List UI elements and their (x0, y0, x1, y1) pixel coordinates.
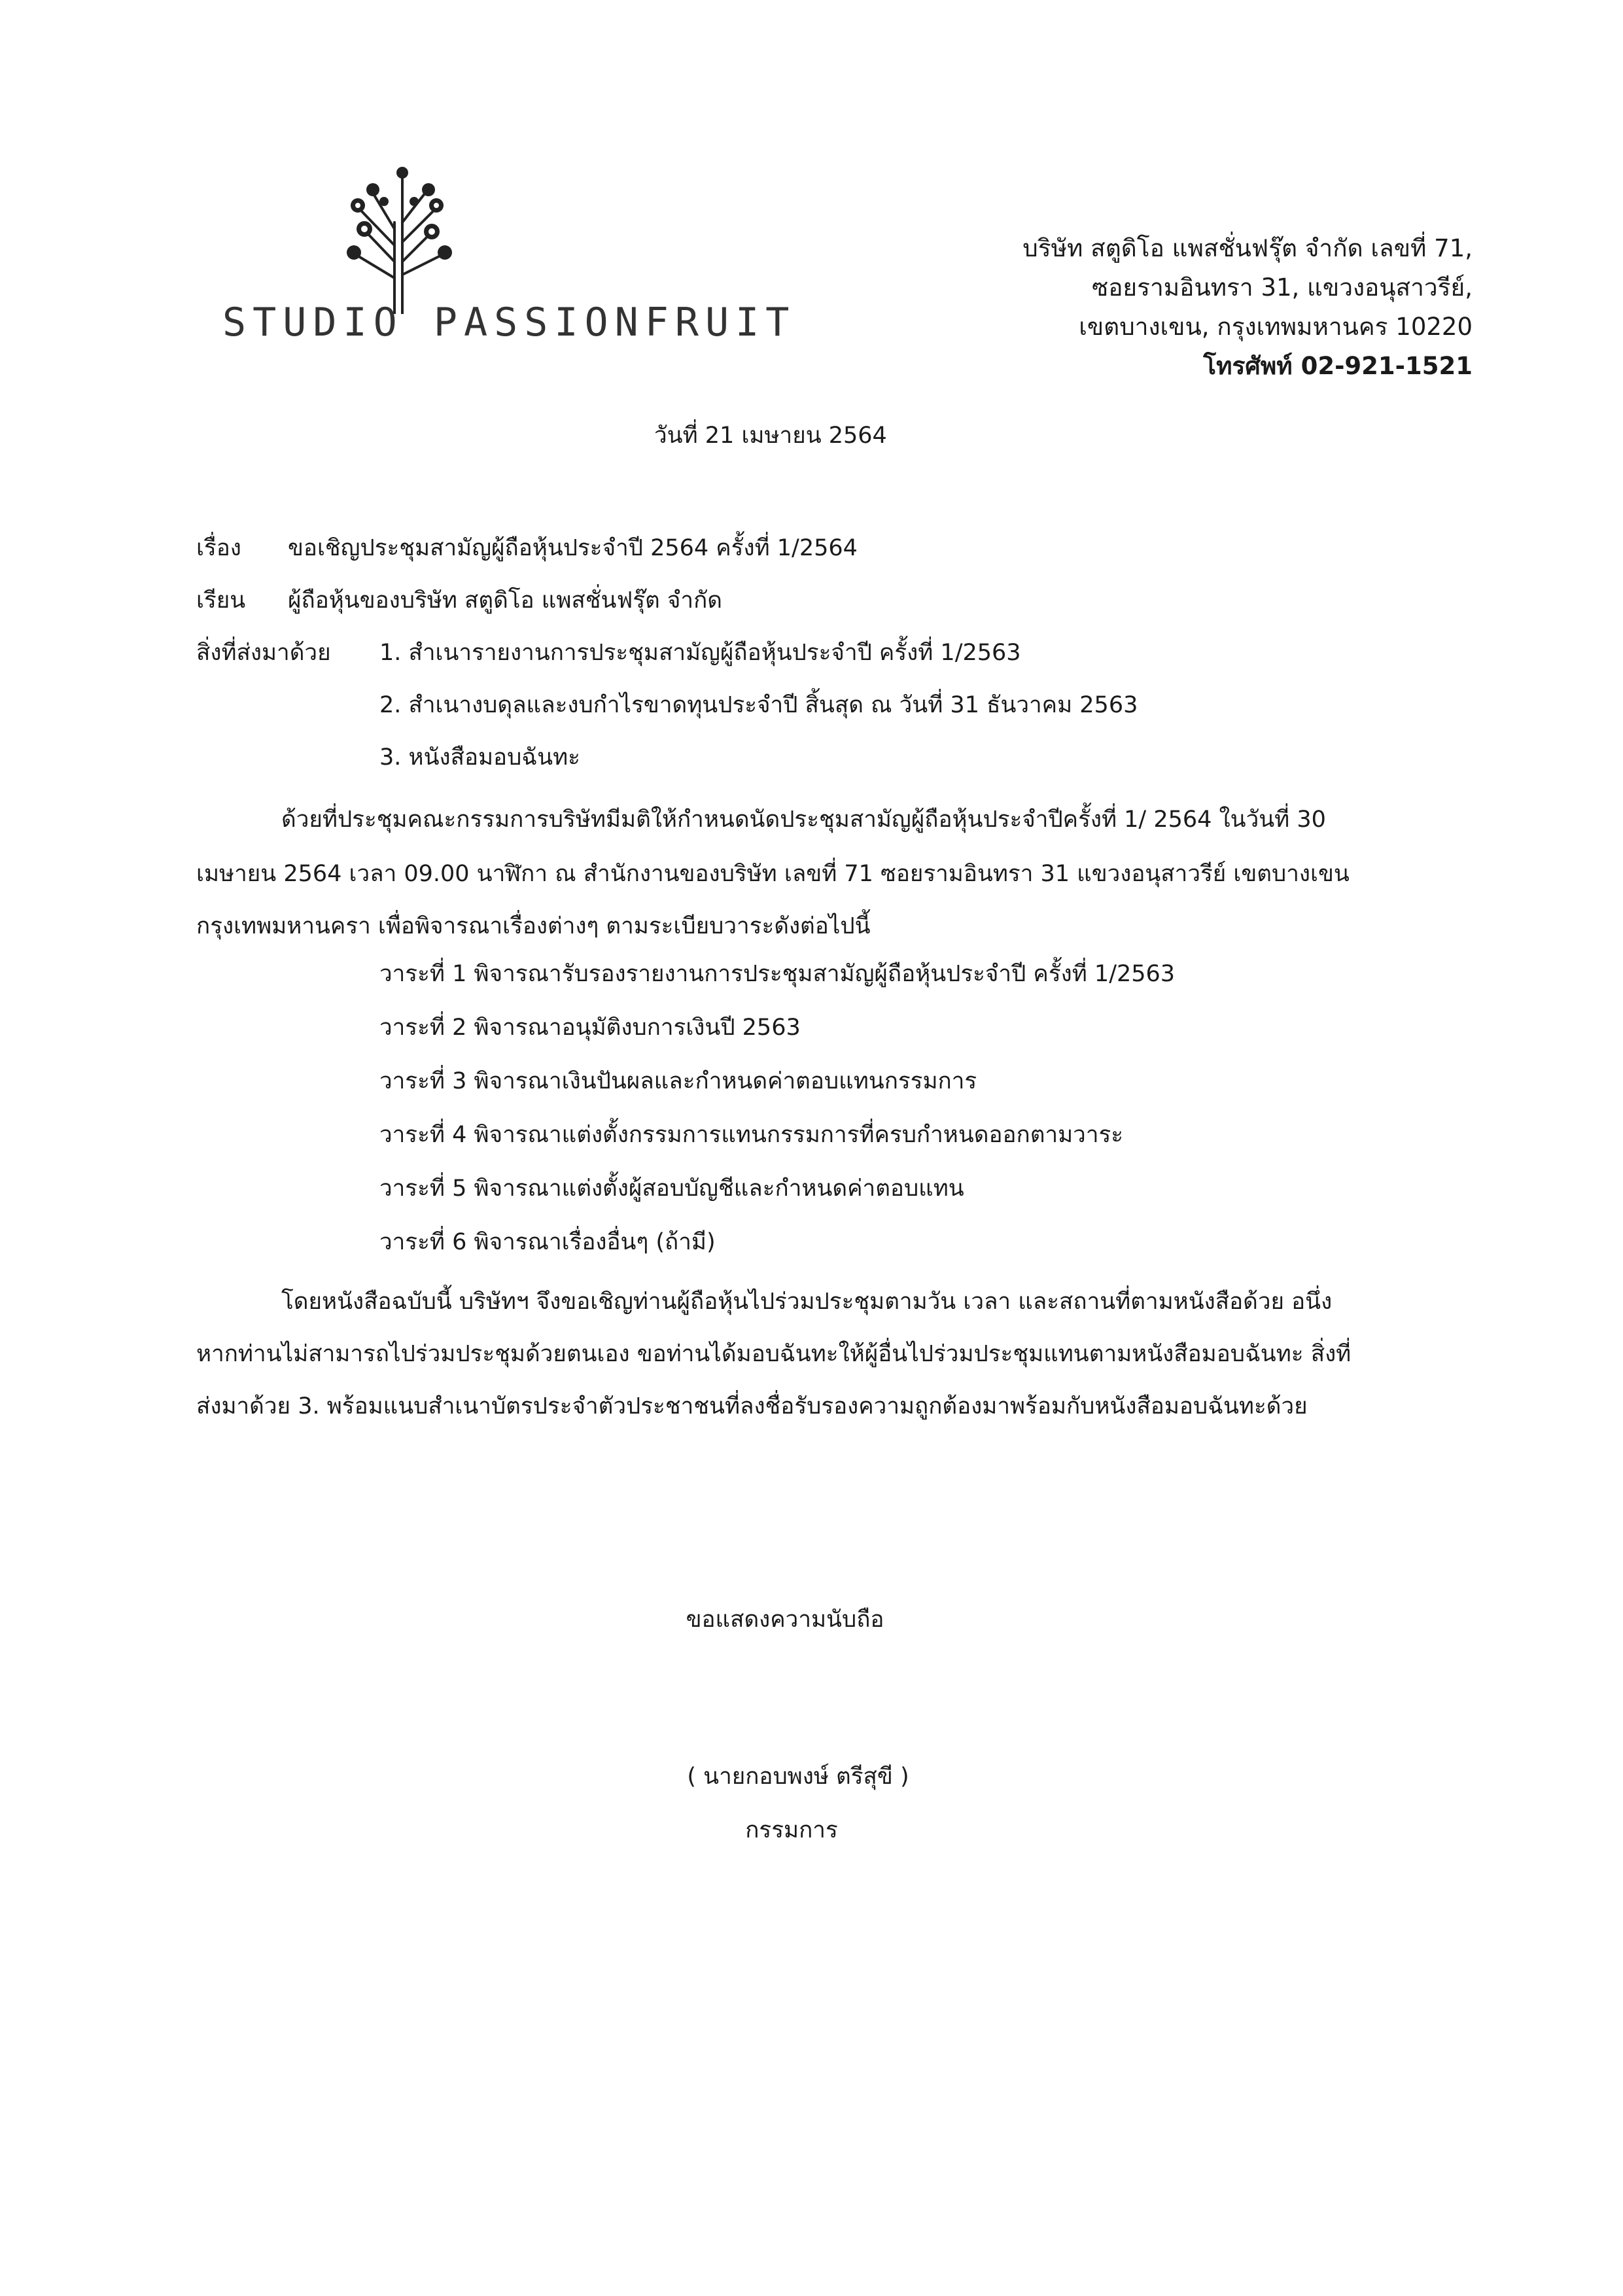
company-address-street: ซอยรามอินทรา 31, แขวงอนุสาวรีย์, (1092, 273, 1473, 302)
closing-paragraph-line: โดยหนังสือฉบับนี้ บริษัทฯ จึงขอเชิญท่านผู้ถือหุ้นไปร่วมประชุมตามวัน เวลา และสถานที่ตามหนังสือด้วย อนึ่ง (281, 1289, 1333, 1315)
agenda-item: วาระที่ 2 พิจารณาอนุมัติงบการเงินปี 2563 (379, 1015, 801, 1041)
closing-paragraph-line: หากท่านไม่สามารถไปร่วมประชุมด้วยตนเอง ขอท่านได้มอบฉันทะให้ผู้อื่นไปร่วมประชุมแทนตามหนังสือมอบฉันทะ สิ่งที่ (196, 1341, 1352, 1367)
intro-paragraph-line: กรุงเทพมหานครา เพื่อพิจารณาเรื่องต่างๆ ตามระเบียบวาระดังต่อไปนี้ (196, 913, 871, 939)
signatory-title: กรรมการ (745, 1817, 838, 1843)
company-address-district: เขตบางเขน, กรุงเทพมหานคร 10220 (1079, 313, 1473, 341)
enclosures-label: สิ่งที่ส่งมาด้วย (196, 640, 331, 666)
agenda-item: วาระที่ 4 พิจารณาแต่งตั้งกรรมการแทนกรรมการที่ครบกำหนดออกตามวาระ (379, 1122, 1124, 1148)
company-name-address: บริษัท สตูดิโอ แพสชั่นฟรุ๊ต จำกัด เลขที่ 71, (1022, 234, 1473, 262)
tree-logo-icon (337, 164, 468, 314)
letter-date: วันที่ 21 เมษายน 2564 (654, 423, 887, 449)
company-address-block (884, 229, 1473, 386)
enclosure-item: 1. สำเนารายงานการประชุมสามัญผู้ถือหุ้นประจำปี ครั้งที่ 1/2563 (379, 640, 1021, 666)
intro-paragraph-line: ด้วยที่ประชุมคณะกรรมการบริษัทมีมติให้กำหนดนัดประชุมสามัญผู้ถือหุ้นประจำปีครั้งที่ 1/ 2564 ในวันที่ 30 (281, 807, 1326, 833)
closing-regards: ขอแสดงความนับถือ (686, 1607, 884, 1633)
enclosure-item: 2. สำเนางบดุลและงบกำไรขาดทุนประจำปี สิ้นสุด ณ วันที่ 31 ธันวาคม 2563 (379, 692, 1138, 718)
recipient-label: เรียน (196, 587, 246, 614)
company-phone: โทรศัพท์ 02-921-1521 (1203, 352, 1473, 380)
agenda-item: วาระที่ 3 พิจารณาเงินปันผลและกำหนดค่าตอบแทนกรรมการ (379, 1068, 977, 1094)
subject-text: ขอเชิญประชุมสามัญผู้ถือหุ้นประจำปี 2564 ครั้งที่ 1/2564 (288, 535, 858, 561)
intro-paragraph-line: เมษายน 2564 เวลา 09.00 นาฬิกา ณ สำนักงานของบริษัท เลขที่ 71 ซอยรามอินทรา 31 แขวงอนุสาวรีย์ เขตบางเขน (196, 861, 1350, 887)
subject-label: เรื่อง (196, 535, 241, 561)
company-logo (222, 164, 796, 360)
signatory-name: ( นายกอบพงษ์ ตรีสุขี ) (687, 1764, 909, 1790)
logo-brand-text: STUDIO PASSIONFRUIT (222, 300, 796, 345)
recipient-text: ผู้ถือหุ้นของบริษัท สตูดิโอ แพสชั่นฟรุ๊ต จำกัด (288, 587, 722, 614)
agenda-item: วาระที่ 5 พิจารณาแต่งตั้งผู้สอบบัญชีและกำหนดค่าตอบแทน (379, 1175, 964, 1202)
agenda-item: วาระที่ 1 พิจารณารับรองรายงานการประชุมสามัญผู้ถือหุ้นประจำปี ครั้งที่ 1/2563 (379, 961, 1176, 987)
agenda-item: วาระที่ 6 พิจารณาเรื่องอื่นๆ (ถ้ามี) (379, 1229, 716, 1255)
closing-paragraph-line: ส่งมาด้วย 3. พร้อมแนบสำเนาบัตรประจำตัวประชาชนที่ลงชื่อรับรองความถูกต้องมาพร้อมกับหนังสือมอบฉันทะด้วย (196, 1393, 1308, 1419)
enclosure-item: 3. หนังสือมอบฉันทะ (379, 744, 580, 771)
